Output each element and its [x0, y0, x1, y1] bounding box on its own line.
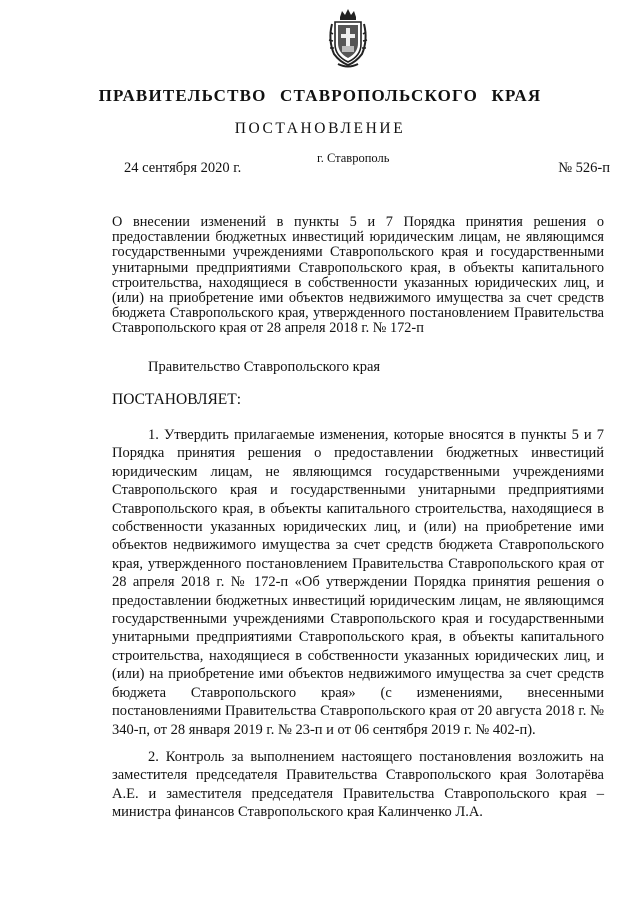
- document-type: ПОСТАНОВЛЕНИЕ: [234, 120, 406, 137]
- document-city: г. Ставрополь: [317, 151, 390, 165]
- issuer-line: Правительство Ставропольского края: [148, 359, 381, 375]
- government-title: ПРАВИТЕЛЬСТВО СТАВРОПОЛЬСКОГО КРАЯ: [98, 86, 542, 105]
- document-number: № 526-п: [558, 160, 610, 176]
- paragraph-1: 1. Утвердить прилагаемые изменения, которые вносятся в пункты 5 и 7 Порядка принятия решения о предоставлении бюджетных инвестиций юридическим лицам, не являющимся государственными учреждениями Ставропольского края и государственными унитарными предприятиями Ставропольского края, в объекты капитального строительства, находящиеся в собственности указанных юридических лиц, и (или) на приобретение ими объектов недвижимого имущества за счет средств бюджета Ставропольского края, утвержденного постановлением Правительства Ставропольского края от 28 апреля 2018 г. № 172-п «Об утверждении Порядка принятия решения о предоставлении бюджетных инвестиций юридическим лицам, не являющимся государственными учреждениями Ставропольского края и государственными унитарными предприятиями Ставропольского края, в объекты капитального строительства, находящиеся в собственности указанных юридических лиц, и (или) на приобретение ими объектов недвижимого имущества за счет средств бюджета Ставропольского края» (с изменениями, внесенными постановлениями Правительства Ставропольского края от 20 августа 2018 г. № 340-п, от 28 января 2019 г. № 23-п и от 06 сентября 2019 г. № 402-п).: [112, 427, 604, 738]
- document-date: 24 сентября 2020 г.: [124, 160, 242, 176]
- paragraph-2: 2. Контроль за выполнением настоящего постановления возложить на заместителя председателя Правительства Ставропольского края Золотарёва А.Е. и заместителя председателя Правительства Ставропольского края – министра финансов Ставропольского края Калинченко Л.А.: [112, 749, 604, 821]
- coat-of-arms-icon: [326, 8, 370, 70]
- document-subject: О внесении изменений в пункты 5 и 7 Порядка принятия решения о предоставлении бюджетных инвестиций юридическим лицам, не являющимся государственными учреждениями Ставропольского края и государственными унитарными предприятиями Ставропольского края, в объекты капитального строительства, находящиеся в собственности указанных юридических лиц, и (или) на приобретение ими объектов недвижимого имущества за счет средств бюджета Ставропольского края, утвержденного постановлением Правительства Ставропольского края от 28 апреля 2018 г. № 172-п: [112, 214, 604, 337]
- resolves-heading: ПОСТАНОВЛЯЕТ:: [112, 391, 242, 408]
